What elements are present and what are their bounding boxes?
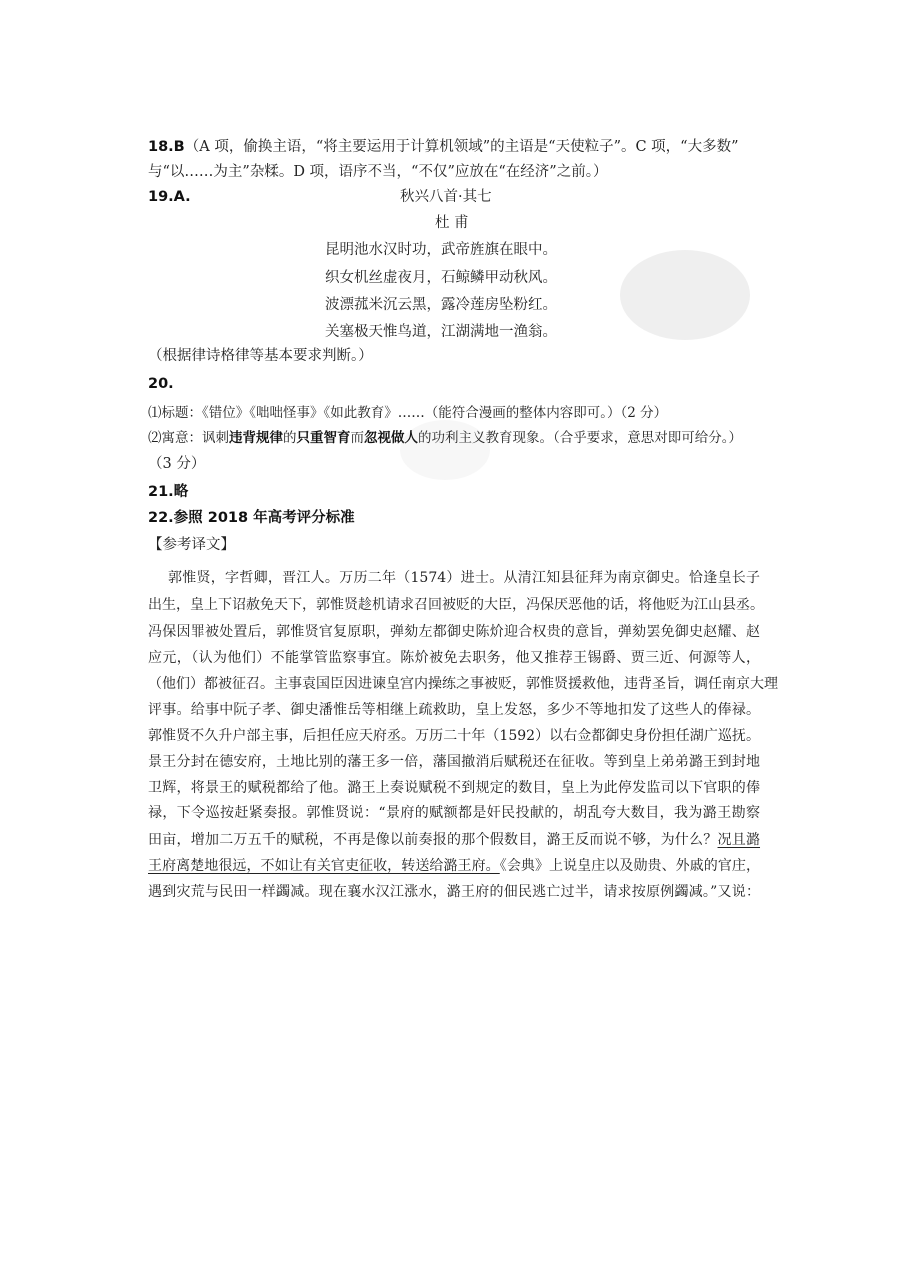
q20-bold-text: 违背规律 <box>229 430 283 446</box>
q19-number: 19.A. <box>148 189 191 205</box>
translation-line: 出生，皇上下诏赦免天下，郭惟贤趁机请求召回被贬的大臣，冯保厌恶他的话，将他贬为江山县丞。 <box>148 597 764 613</box>
translation-line <box>148 830 760 850</box>
q21-number: 21. <box>148 484 174 500</box>
q21-line <box>148 482 760 502</box>
q18-number: 18.B <box>148 139 185 155</box>
q20-number: 20. <box>148 376 174 392</box>
translation-text: 田亩，增加二万五千的赋税，不再是像以前奏报的那个假数目，潞王反而说不够，为什么？ <box>148 832 718 848</box>
underlined-sentence: 况且潞 <box>717 832 761 848</box>
q18-explanation: （A 项，偷换主语，“将主要运用于计算机领域”的主语是“天使粒子”。C 项，“大多数” <box>184 139 739 155</box>
q20-bold-text: 只重智育 <box>296 430 351 446</box>
scan-smudge <box>620 250 750 340</box>
translation-line: （他们）都被征召。主事袁国臣因进谏皇宫内操练之事被贬，郭惟贤援救他，违背圣旨，调任南京大理 <box>148 676 778 692</box>
translation-line: 遇到灾荒与民田一样蠲减。现在襄水汉江涨水，潞王府的佃民逃亡过半，请求按原例蠲减。”又说： <box>148 884 760 900</box>
translation-line <box>148 856 760 876</box>
poem-line: 昆明池水汉时功，武帝旌旗在眼中。 <box>325 242 557 258</box>
q20-text: 的 <box>283 430 297 446</box>
q20-score: （3 分） <box>148 456 206 472</box>
poem-author: 杜 甫 <box>435 215 469 231</box>
translation-line: 郭惟贤不久升户部主事，后担任应天府丞。万历二十年（1592）以右佥都御史身份担任湖广巡抚。 <box>148 728 760 744</box>
translation-line: 应元，（认为他们）不能掌管监察事宜。陈炌被免去职务，他又推荐王锡爵、贾三近、何源等人， <box>148 650 760 666</box>
translation-line: 评事。给事中阮子孝、御史潘惟岳等相继上疏救助，皇上发怒，多少不等地扣发了这些人的俸禄。 <box>148 702 760 718</box>
q20-text: 而 <box>350 430 364 446</box>
q20-bold-text: 忽视做人 <box>364 430 418 446</box>
q22-heading: 22.参照 2018 年高考评分标准 <box>148 510 355 526</box>
q20-text: ⑵寓意：讽刺 <box>148 430 229 446</box>
q20-text: 的功利主义教育现象。（合乎要求，意思对即可给分。） <box>418 430 742 446</box>
q18-line2: 与“以……为主”杂糅。D 项，语序不当，“不仅”应放在“在经济”之前。） <box>148 164 608 180</box>
scan-smudge <box>400 420 490 480</box>
translation-heading: 【参考译文】 <box>148 537 235 553</box>
translation-line: 卫辉，将景王的赋税都给了他。潞王上奏说赋税不到规定的数目，皇上为此停发监司以下官职的俸 <box>148 780 760 796</box>
q19-note: （根据律诗格律等基本要求判断。） <box>148 348 373 364</box>
underlined-sentence: 王府离楚地很远，不如让有关官吏征收，转送给潞王府。 <box>148 858 500 874</box>
poem-line: 织女机丝虚夜月，石鲸鳞甲动秋风。 <box>325 270 557 286</box>
q18-line1 <box>148 137 760 157</box>
q20-part1: ⑴标题：《错位》《咄咄怪事》《如此教育》……（能符合漫画的整体内容即可。）（2 分） <box>148 405 668 421</box>
translation-line: 冯保因罪被处置后，郭惟贤官复原职，弹劾左都御史陈炌迎合权贵的意旨，弹劾罢免御史赵耀、赵 <box>148 624 760 640</box>
poem-line: 波漂菰米沉云黑，露冷莲房坠粉红。 <box>325 297 557 313</box>
poem-title: 秋兴八首·其七 <box>400 189 492 205</box>
q21-answer: 略 <box>173 484 189 500</box>
translation-text: 《会典》上说皇庄以及勋贵、外戚的官庄， <box>499 858 761 874</box>
translation-line: 景王分封在德安府，土地比别的藩王多一倍，藩国撤消后赋税还在征收。等到皇上弟弟潞王到封地 <box>148 754 760 770</box>
translation-line: 禄，下令巡按赶紧奏报。郭惟贤说：“景府的赋额都是奸民投献的，胡乱夸大数目，我为潞王勘察 <box>148 805 760 821</box>
translation-line: 郭惟贤，字哲卿，晋江人。万历二年（1574）进士。从清江知县征拜为南京御史。恰逢皇长子 <box>168 570 760 586</box>
poem-line: 关塞极天惟鸟道，江湖满地一渔翁。 <box>325 324 557 340</box>
